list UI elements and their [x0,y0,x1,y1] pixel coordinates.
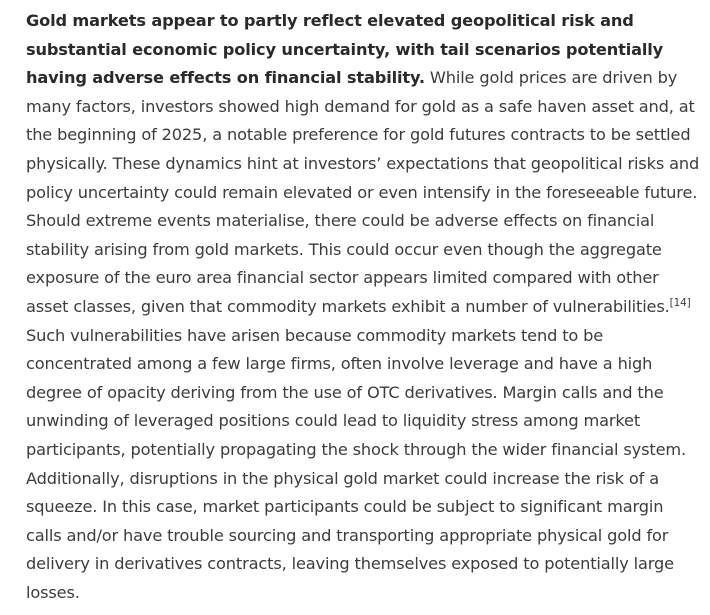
paragraph-lead-sentence: Gold markets appear to partly reflect elevated geopolitical risk and substantial economic policy uncertainty, with tail scenarios potentially having adverse effects on financial stability. [26,11,664,88]
paragraph-body-text-continued: Such vulnerabilities have arisen because commodity markets tend to be concentrated among a few large firms, often involve leverage and have a high degree of opacity deriving from the use of OTC derivatives. Margin calls and the unwinding of leveraged positions could lead to liquidity stress among market participants, potentially propagating the shock through the wider financial system. Additionally, disruptions in the physical gold market could increase the risk of a squeeze. In this case, market participants could be subject to significant margin calls and/or have trouble sourcing and transporting appropriate physical gold for delivery in derivatives contracts, leaving themselves exposed to potentially large losses. [26,325,687,602]
paragraph-body-text: While gold prices are driven by many factors, investors showed high demand for gold as a safe haven asset and, at the beginning of 2025, a notable preference for gold futures contracts to be settled physically. These dynamics hint at investors’ expectations that geopolitical risks and policy uncertainty could remain elevated or even intensify in the foreseeable future. Should extreme events materialise, there could be adverse effects on financial stability arising from gold markets. This could occur even though the aggregate exposure of the euro area financial sector appears limited compared with other asset classes, given that commodity markets exhibit a number of vulnerabilities. [26,68,700,316]
body-paragraph [26,7,700,607]
footnote-reference-link[interactable]: [14] [669,296,691,309]
